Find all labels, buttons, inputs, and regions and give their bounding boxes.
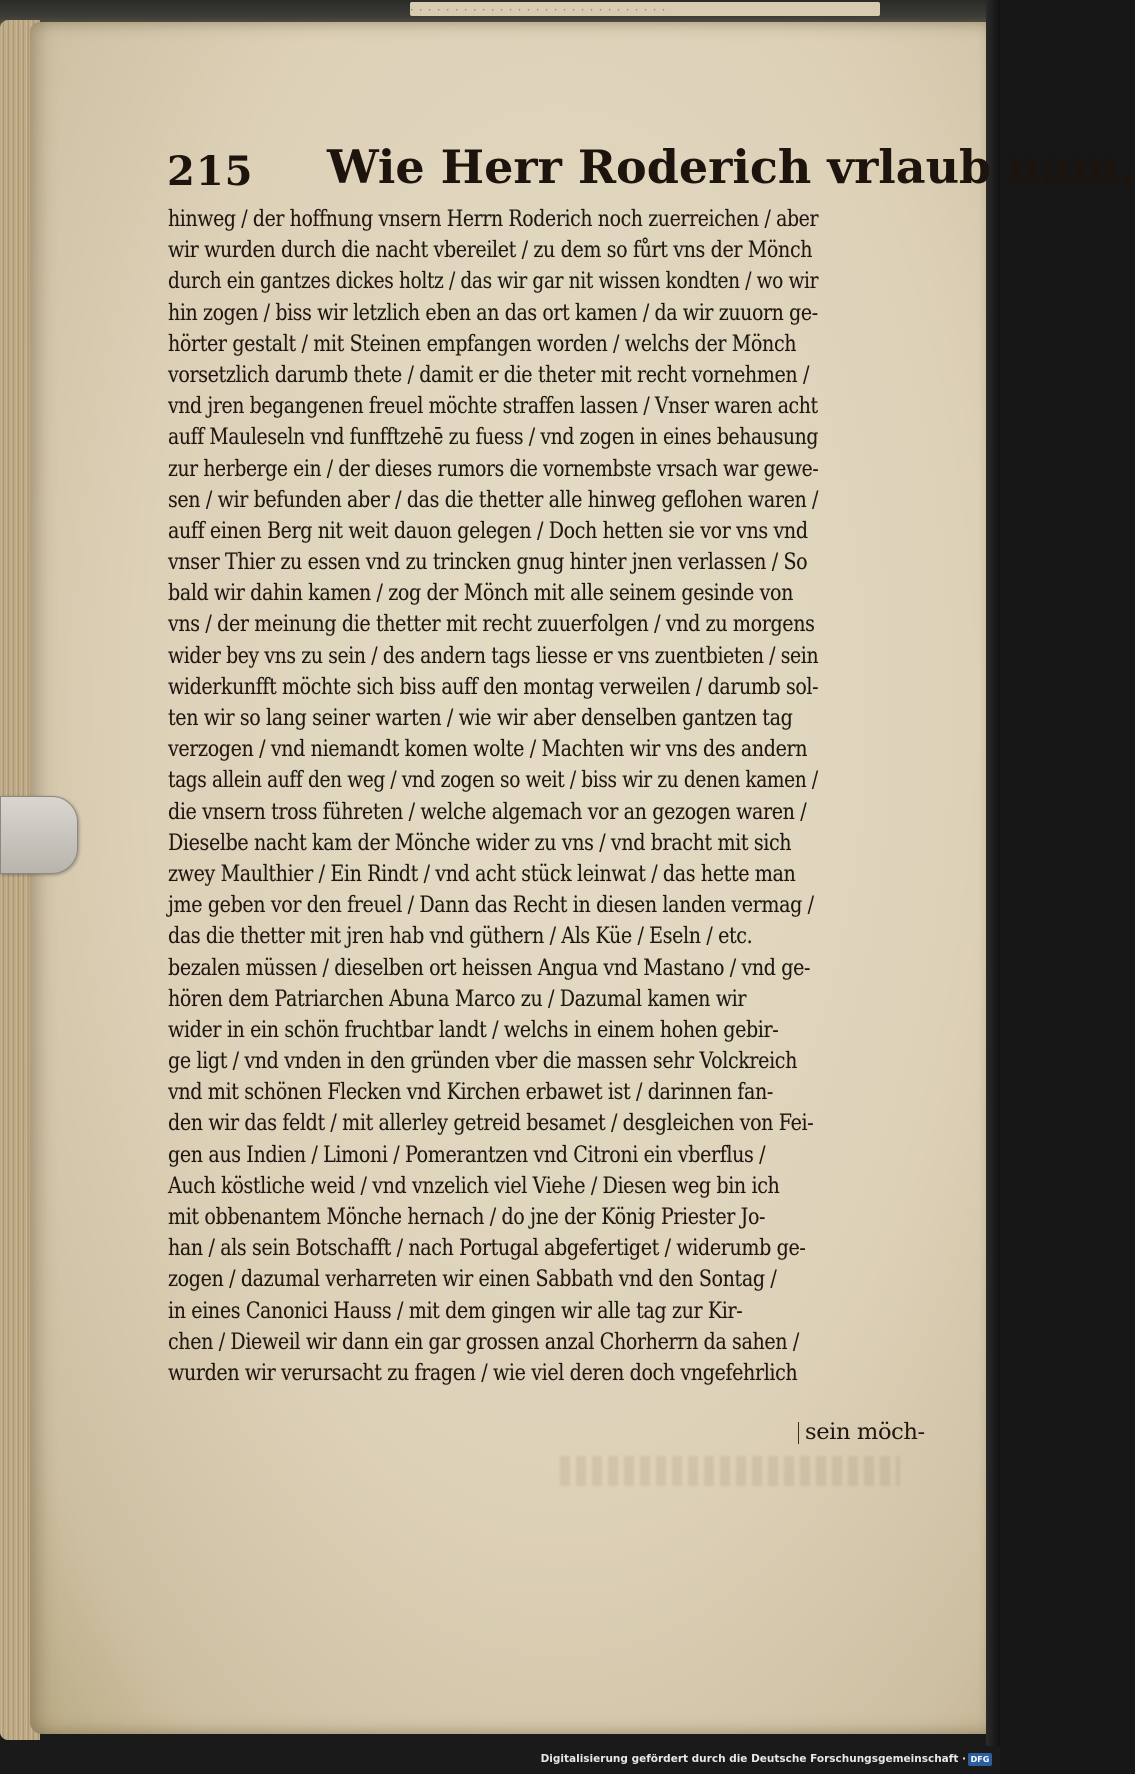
right-edge <box>986 0 1000 1774</box>
text-line: auff Mauleseln vnd funfftzehē zu fuess / vnd zogen in eines behausung <box>168 424 819 451</box>
text-line: bald wir dahin kamen / zog der Mönch mit alle seinem gesinde von <box>168 580 793 607</box>
text-line: auff einen Berg nit weit dauon gelegen / Doch hetten sie vor vns vnd <box>168 517 808 544</box>
text-line: wider bey vns zu sein / des andern tags liesse er vns zuentbieten / sein <box>168 642 819 669</box>
dfg-logo: DFG <box>968 1753 992 1766</box>
text-line: ge ligt / vnd vnden in den gründen vber die massen sehr Volckreich <box>168 1048 798 1075</box>
page-number: 215 <box>167 148 254 195</box>
bleed-through-smudge <box>560 1456 900 1486</box>
text-line: den wir das feldt / mit allerley getreid besamet / desgleichen von Fei- <box>168 1110 814 1137</box>
previous-page-bleed-through: · · · · · · · · · · · · · · · · · · · · · · · · · · · · · <box>410 2 880 16</box>
text-line: wider in ein schön fruchtbar landt / welchs in einem hohen gebir- <box>168 1016 779 1043</box>
text-line: sen / wir befunden aber / das die thetter alle hinweg geflohen waren / <box>168 486 819 513</box>
text-line: vnser Thier zu essen vnd zu trincken gnug hinter jnen verlassen / So <box>168 549 808 576</box>
text-line: mit obbenantem Mönche hernach / do jne der König Priester Jo- <box>168 1204 766 1230</box>
text-line: zur herberge ein / der dieses rumors die vornembste vrsach war gewe- <box>168 455 819 482</box>
text-line: verzogen / vnd niemandt komen wolte / Machten wir vns des andern <box>168 736 808 763</box>
text-line: die vnsern tross führeten / welche algemach vor an gezogen waren / <box>168 798 807 825</box>
footer-bar <box>0 1746 1000 1774</box>
text-line: hörter gestalt / mit Steinen empfangen worden / welchs der Mönch <box>168 330 797 357</box>
text-line: hören dem Patriarchen Abuna Marco zu / Dazumal kamen wir <box>168 985 747 1012</box>
text-line: vns / der meinung die thetter mit recht zuuerfolgen / vnd zu morgens <box>168 611 815 638</box>
text-line: zwey Maulthier / Ein Rindt / vnd acht stück leinwat / das hette man <box>168 860 796 887</box>
text-line: gen aus Indien / Limoni / Pomerantzen vnd Citroni ein vberflus / <box>168 1141 766 1168</box>
text-line: das die thetter mit jren hab vnd güthern / Als Küe / Eseln / etc. <box>168 923 753 950</box>
text-line: hinweg / der hoffnung vnsern Herrn Roderich noch zuerreichen / aber <box>168 206 819 232</box>
text-line: wir wurden durch die nacht vbereilet / zu dem so fůrt vns der Mönch <box>168 237 813 264</box>
text-line: han / als sein Botschafft / nach Portugal abgefertiget / widerumb ge- <box>168 1235 806 1262</box>
text-line: chen / Dieweil wir dann ein gar grossen anzal Chorherrn da sahen / <box>168 1328 799 1355</box>
text-line: jme geben vor den freuel / Dann das Recht in diesen landen vermag / <box>168 892 814 919</box>
text-line: Auch köstliche weid / vnd vnzelich viel Viehe / Diesen weg bin ich <box>168 1172 780 1199</box>
text-line: vnd mit schönen Flecken vnd Kirchen erbawet ist / darinnen fan- <box>168 1079 773 1106</box>
text-line: Dieselbe nacht kam der Mönche wider zu vns / vnd bracht mit sich <box>168 829 792 856</box>
text-line: in eines Canonici Hauss / mit dem gingen wir alle tag zur Kir- <box>168 1297 743 1324</box>
text-line: widerkunfft möchte sich biss auff den montag verweilen / darumb sol- <box>168 673 819 700</box>
text-line: durch ein gantzes dickes holtz / das wir gar nit wissen kondten / wo wir <box>168 268 819 295</box>
text-line: vorsetzlich darumb thete / damit er die theter mit recht vornehmen / <box>168 361 810 388</box>
funding-note: Digitalisierung gefördert durch die Deutsche Forschungsgemeinschaft · <box>540 1753 966 1765</box>
text-line: tags allein auff den weg / vnd zogen so weit / biss wir zu denen kamen / <box>168 767 818 794</box>
text-line: hin zogen / biss wir letzlich eben an das ort kamen / da wir zuuorn ge- <box>168 299 818 326</box>
body-text <box>168 204 938 1389</box>
text-line: bezalen müssen / dieselben ort heissen Angua vnd Mastano / vnd ge- <box>168 954 811 981</box>
text-line: wurden wir verursacht zu fragen / wie viel deren doch vngefehrlich <box>168 1359 798 1386</box>
text-line: zogen / dazumal verharreten wir einen Sabbath vnd den Sontag / <box>168 1266 777 1293</box>
running-head <box>167 140 1135 210</box>
text-line: ten wir so lang seiner warten / wie wir aber denselben gantzen tag <box>168 705 793 731</box>
running-title: Wie Herr Roderich vrlaub nam. <box>327 140 1135 194</box>
catchword: sein möch- <box>798 1419 925 1445</box>
text-line: vnd jren begangenen freuel möchte straffen lassen / Vnser waren acht <box>168 393 818 420</box>
page-clip <box>0 796 78 874</box>
